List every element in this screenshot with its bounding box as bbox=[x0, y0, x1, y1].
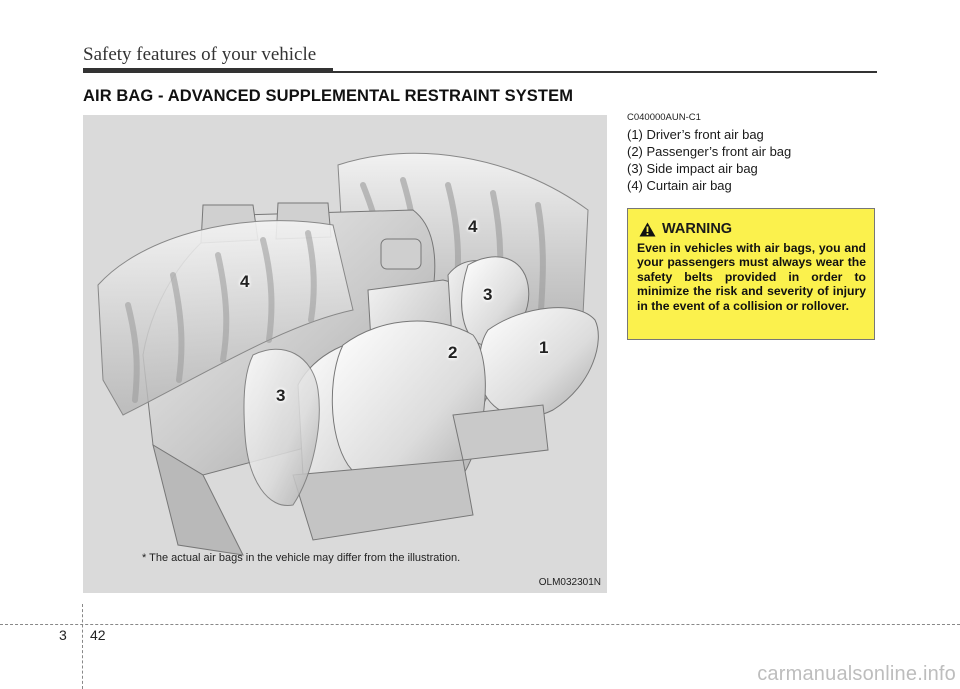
header-rule-thick bbox=[83, 68, 333, 73]
legend-list bbox=[627, 126, 791, 194]
legend-item-curtain: (4) Curtain air bag bbox=[627, 178, 732, 193]
callout-passenger-front: 2 bbox=[448, 343, 458, 362]
callout-driver-front: 1 bbox=[539, 338, 549, 357]
warning-header bbox=[639, 221, 866, 237]
seat-illustration bbox=[83, 115, 607, 593]
footer-vline bbox=[82, 604, 83, 689]
warning-text: Even in vehicles with air bags, you and your passengers must always wear the safety belts provided in order to minimize the risk and severity of injury in the event of a collision or rollover. bbox=[637, 241, 866, 313]
figure-note: * The actual air bags in the vehicle may differ from the illustration. bbox=[142, 552, 461, 564]
warning-icon bbox=[639, 222, 656, 237]
warning-box bbox=[627, 208, 875, 340]
doc-code: C040000AUN-C1 bbox=[627, 112, 701, 123]
callout-side-front: 3 bbox=[483, 285, 493, 304]
section-title: Safety features of your vehicle bbox=[83, 44, 317, 65]
legend-item-passenger-front: (2) Passenger’s front air bag bbox=[627, 144, 792, 159]
footer-rule bbox=[0, 624, 960, 625]
figure-code: OLM032301N bbox=[538, 577, 601, 588]
main-heading: AIR BAG - ADVANCED SUPPLEMENTAL RESTRAINT SYSTEM bbox=[83, 87, 574, 105]
legend-item-side-impact: (3) Side impact air bag bbox=[627, 161, 758, 176]
callout-curtain-left: 4 bbox=[240, 272, 250, 291]
callout-curtain-right: 4 bbox=[468, 217, 478, 236]
header-rule-thin bbox=[333, 71, 877, 73]
page-number: 42 bbox=[90, 627, 106, 643]
warning-title: WARNING bbox=[662, 221, 733, 237]
legend-item-driver-front: (1) Driver’s front air bag bbox=[627, 127, 764, 142]
watermark: carmanualsonline.info bbox=[757, 663, 956, 685]
airbag-figure bbox=[83, 115, 607, 593]
chapter-number: 3 bbox=[59, 627, 67, 643]
callout-side-rear: 3 bbox=[276, 386, 286, 405]
